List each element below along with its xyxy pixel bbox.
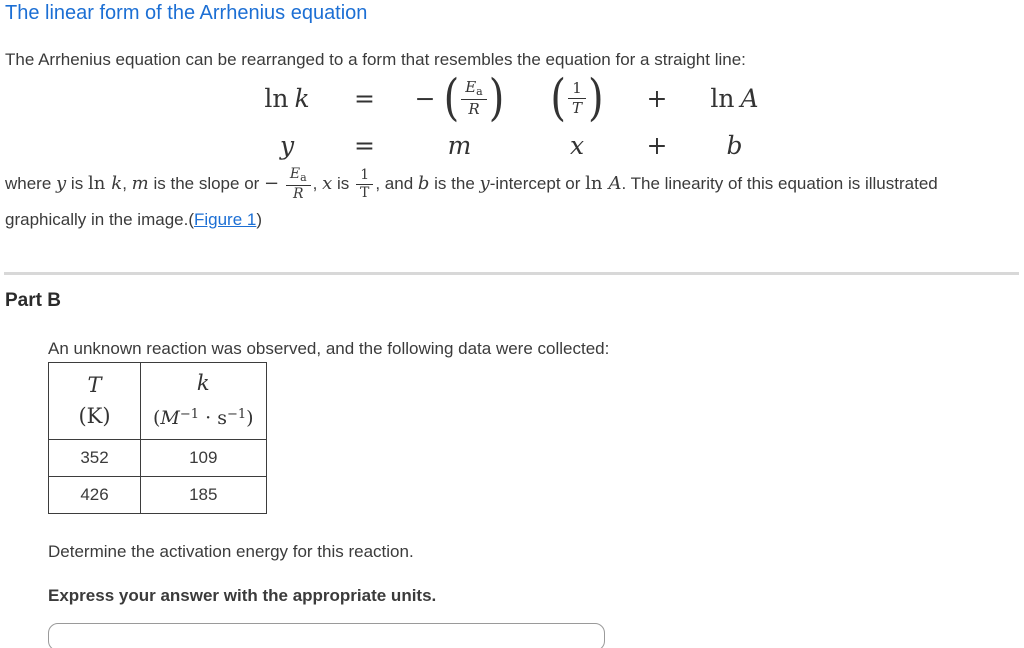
rate-constant-value: 185 bbox=[141, 477, 267, 514]
answer-input-box[interactable] bbox=[48, 623, 605, 648]
eq2-plus: + bbox=[646, 130, 668, 160]
minus-sign: − bbox=[414, 83, 436, 113]
problem-page bbox=[0, 2, 1024, 648]
arrhenius-equation-row1 bbox=[0, 69, 1024, 127]
eq2-b: b bbox=[726, 130, 743, 160]
open-paren: ( bbox=[550, 69, 566, 127]
temperature-value: 426 bbox=[49, 477, 141, 514]
close-paren: ) bbox=[588, 69, 604, 127]
eq2-y: y bbox=[279, 130, 295, 160]
eq-plus: + bbox=[646, 83, 668, 113]
part-b-heading: Part B bbox=[5, 290, 61, 312]
ea-over-r-fraction: $\frac{E_a}{R}$ bbox=[461, 78, 487, 119]
figure-1-link[interactable]: Figure 1 bbox=[193, 210, 257, 230]
col-header-rate-constant: k $(M^{-1} \cdot s^{-1})$ bbox=[141, 363, 267, 440]
eq2-x: x bbox=[569, 130, 585, 160]
minus-sign: − bbox=[264, 173, 280, 195]
where-paragraph: where y is ln k, m is the slope or − $\frac{E_a}{R}$ , x is $\frac{1}{T}$ , and b is the y-intercept or ln A. The linearity of this equation is illustrated graphically in the image.(Figure 1) bbox=[5, 166, 938, 230]
eq-slope-term bbox=[395, 69, 525, 127]
rate-constant-value: 109 bbox=[141, 440, 267, 477]
part-b-content bbox=[48, 339, 1024, 648]
eq2-m: m bbox=[447, 130, 472, 160]
table-row bbox=[49, 440, 267, 477]
one-over-T-fraction: $\frac{1}{T}$ bbox=[568, 79, 586, 118]
inline-ea-over-r: $\frac{E_a}{R}$ bbox=[286, 166, 311, 203]
intro-text: The Arrhenius equation can be rearranged to a form that resembles the equation for a straight line: bbox=[5, 50, 746, 69]
inline-one-over-T: $\frac{1}{T}$ bbox=[356, 167, 373, 203]
data-table bbox=[48, 362, 267, 514]
page-title: The linear form of the Arrhenius equation bbox=[5, 2, 368, 24]
eq-intercept: ln A bbox=[710, 83, 759, 113]
temperature-value: 352 bbox=[49, 440, 141, 477]
table-header-row bbox=[49, 363, 267, 440]
section-divider bbox=[4, 272, 1019, 275]
eq-lhs: ln k bbox=[264, 83, 310, 113]
close-paren: ) bbox=[488, 69, 505, 127]
rate-constant-units: $(M^{-1} \cdot s^{-1})$ bbox=[153, 407, 254, 430]
question-text: Determine the activation energy for this reaction. bbox=[48, 542, 414, 562]
open-paren: ( bbox=[443, 69, 460, 127]
eq-invT-term bbox=[525, 69, 630, 127]
line-equation-row2 bbox=[0, 126, 1024, 160]
answer-instruction: Express your answer with the appropriate units. bbox=[48, 586, 437, 606]
eq2-equals: = bbox=[354, 130, 375, 160]
eq-equals: = bbox=[354, 83, 375, 113]
col-header-temperature: T (K) bbox=[49, 363, 141, 440]
table-row bbox=[49, 477, 267, 514]
data-prompt: An unknown reaction was observed, and the following data were collected: bbox=[48, 339, 610, 359]
